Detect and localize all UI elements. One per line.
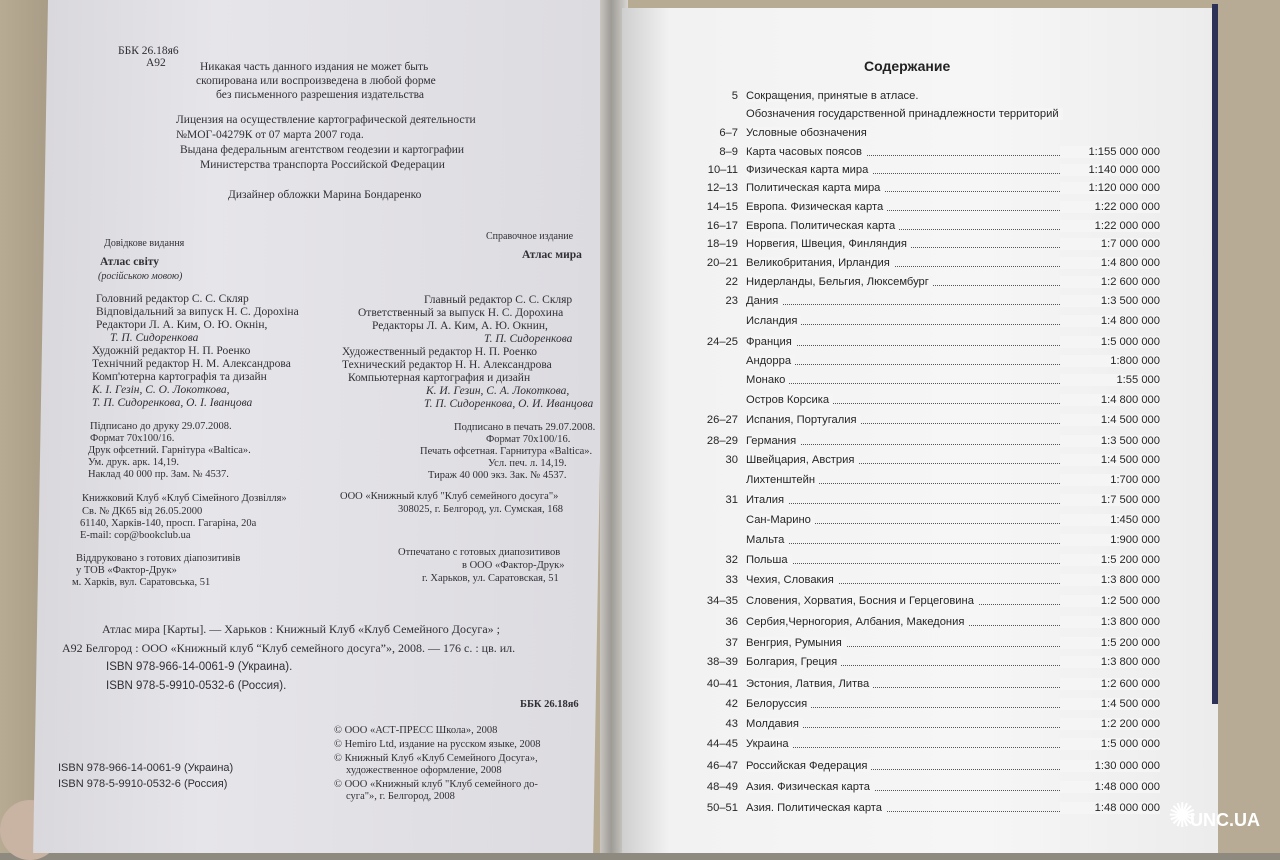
- ru-printed: в ООО «Фактор-Друк»: [462, 560, 565, 571]
- toc-map-scale: 1:3 800 000: [1060, 574, 1160, 586]
- toc-map-scale: 1:48 000 000: [1060, 781, 1160, 793]
- toc-map-scale: 1:30 000 000: [1060, 760, 1160, 772]
- ru-credit: Главный редактор С. С. Скляр: [424, 294, 573, 306]
- toc-entry-title: Российская Федерация: [746, 760, 871, 772]
- toc-leader-dots: [746, 304, 1070, 305]
- copyright-line: суга"», г. Белгород, 2008: [346, 791, 455, 802]
- toc-page-number: 38–39: [706, 656, 738, 668]
- code-top: А92: [146, 57, 166, 69]
- toc-page-number: 8–9: [719, 146, 738, 158]
- toc-row: [680, 201, 1160, 217]
- ru-kind: Справочное издание: [486, 231, 574, 242]
- ua-printed: у ТОВ «Фактор-Друк»: [76, 565, 177, 576]
- toc-entry-title: Нидерланды, Бельгия, Люксембург: [746, 276, 933, 288]
- ua-print: Підписано до друку 29.07.2008.: [90, 421, 232, 432]
- toc-entry-title: Азия. Политическая карта: [746, 802, 886, 814]
- license-line: №МОГ-04279К от 07 марта 2007 года.: [176, 129, 364, 141]
- toc-entry-title: Карта часовых поясов: [746, 146, 866, 158]
- toc-row: [680, 220, 1160, 236]
- copyright-line: © ООО «Книжный клуб "Клуб семейного до-: [334, 779, 538, 790]
- toc-row: [680, 355, 1160, 371]
- toc-map-scale: 1:5 000 000: [1060, 336, 1160, 348]
- toc-row: [680, 514, 1160, 530]
- toc-map-scale: 1:55 000: [1060, 374, 1160, 386]
- toc-entry-title: Эстония, Латвия, Литва: [746, 678, 873, 690]
- toc-map-scale: 1:140 000 000: [1060, 164, 1160, 176]
- ua-credit: Головний редактор С. С. Скляр: [96, 293, 249, 305]
- license-line: Выдана федеральным агентством геодезии и картографии: [180, 144, 465, 156]
- ru-credit: Ответственный за выпуск Н. С. Дорохина: [358, 307, 564, 319]
- biblio-line: Атлас мира [Карты]. — Харьков : Книжный Клуб «Клуб Семейного Досуга» ;: [102, 622, 501, 636]
- toc-page-number: 34–35: [706, 595, 738, 607]
- toc-map-scale: 1:2 200 000: [1060, 718, 1160, 730]
- ua-printed: м. Харків, вул. Саратовська, 51: [72, 577, 211, 588]
- toc-entry-title: Словения, Хорватия, Босния и Герцеговина: [746, 595, 978, 607]
- copyright-line: © Hemiro Ltd, издание на русском языке, 2008: [334, 739, 541, 750]
- ua-credit: Т. П. Сидоренкова: [110, 332, 199, 344]
- toc-entry-title: Норвегия, Швеция, Финляндия: [746, 238, 911, 250]
- toc-map-scale: 1:3 800 000: [1060, 656, 1160, 668]
- ru-publisher: 308025, г. Белгород, ул. Сумская, 168: [398, 504, 564, 515]
- ru-print: Печать офсетная. Гарнитура «Baltica».: [420, 446, 593, 457]
- toc-entry-title: Сербия,Черногория, Албания, Македония: [746, 616, 968, 628]
- toc-row: [680, 760, 1160, 776]
- sun-icon: ✺: [1168, 797, 1197, 835]
- toc-page-number: 40–41: [706, 678, 738, 690]
- ua-lang: (російською мовою): [98, 271, 183, 282]
- ua-credit: Комп'ютерна картографія та дизайн: [92, 371, 267, 383]
- ua-print: Друк офсетний. Гарнітура «Baltica».: [88, 445, 251, 456]
- toc-entry-title: Физическая карта мира: [746, 164, 872, 176]
- toc-entry-title: Обозначения государственной принадлежности территорий: [746, 108, 1063, 120]
- toc-entry-title: Болгария, Греция: [746, 656, 841, 668]
- toc-page-number: 42: [725, 698, 738, 710]
- toc-page-number: 30: [725, 454, 738, 466]
- ru-credit: Т. П. Сидоренкова, О. И. Иванцова: [424, 398, 594, 410]
- toc-entry-title: Польша: [746, 554, 792, 566]
- toc-row: [680, 616, 1160, 632]
- toc-page-number: 18–19: [706, 238, 738, 250]
- toc-entry-title: Лихтенштейн: [746, 474, 819, 486]
- copyright-line: © Книжный Клуб «Клуб Семейного Досуга»,: [334, 753, 538, 764]
- toc-leader-dots: [746, 563, 1070, 564]
- license-line: Лицензия на осуществление картографической деятельности: [176, 114, 476, 126]
- ru-print: Усл. печ. л. 14,19.: [488, 458, 567, 469]
- ua-kind: Довідкове видання: [104, 238, 185, 249]
- toc-entry-title: Великобритания, Ирландия: [746, 257, 894, 269]
- toc-entry-title: Политическая карта мира: [746, 182, 884, 194]
- toc-map-scale: 1:22 000 000: [1060, 201, 1160, 213]
- toc-row: [680, 164, 1160, 180]
- toc-row: [680, 454, 1160, 470]
- toc-map-scale: 1:2 500 000: [1060, 595, 1160, 607]
- toc-entry-title: Испания, Португалия: [746, 414, 861, 426]
- ua-publisher: Св. № ДК65 від 26.05.2000: [82, 506, 203, 517]
- ru-print: Тираж 40 000 экз. Зак. № 4537.: [428, 470, 567, 481]
- toc-row: [680, 127, 1160, 143]
- toc-map-scale: 1:900 000: [1060, 534, 1160, 546]
- bbk-top: ББК 26.18я6: [118, 45, 179, 57]
- biblio-line: А92 Белгород : ООО «Книжный клуб “Клуб семейного досуга”», 2008. — 176 с. : цв. ил.: [62, 641, 516, 655]
- toc-page-number: 28–29: [706, 435, 738, 447]
- toc-entry-title: Европа. Политическая карта: [746, 220, 899, 232]
- toc-entry-title: Франция: [746, 336, 796, 348]
- toc-row: [680, 698, 1160, 714]
- toc-page-number: 36: [725, 616, 738, 628]
- toc-map-scale: 1:3 500 000: [1060, 435, 1160, 447]
- ua-credit: Редактори Л. А. Ким, О. Ю. Окнін,: [96, 319, 268, 331]
- toc-map-scale: 1:800 000: [1060, 355, 1160, 367]
- toc-row: [680, 90, 1160, 106]
- toc-map-scale: 1:2 600 000: [1060, 678, 1160, 690]
- ru-printed: г. Харьков, ул. Саратовская, 51: [422, 573, 559, 584]
- toc-row: [680, 781, 1160, 797]
- toc-page-number: 12–13: [706, 182, 738, 194]
- toc-map-scale: 1:22 000 000: [1060, 220, 1160, 232]
- toc-entry-title: Мальта: [746, 534, 788, 546]
- toc-page-number: 14–15: [706, 201, 738, 213]
- ua-printed: Віддруковано з готових діапозитивів: [76, 553, 241, 564]
- ua-credit: К. І. Гезін, С. О. Локоткова,: [92, 384, 230, 396]
- toc-row: [680, 238, 1160, 254]
- toc-page-number: 16–17: [706, 220, 738, 232]
- ua-title: Атлас світу: [100, 256, 160, 268]
- toc-row: [680, 802, 1160, 818]
- toc-map-scale: 1:4 500 000: [1060, 454, 1160, 466]
- toc-row: [680, 336, 1160, 352]
- toc-map-scale: 1:4 500 000: [1060, 698, 1160, 710]
- toc-entry-title: Молдавия: [746, 718, 803, 730]
- toc-page-number: 23: [725, 295, 738, 307]
- toc-row: [680, 374, 1160, 390]
- ua-credit: Т. П. Сидоренкова, О. І. Іванцова: [92, 397, 253, 409]
- toc-leader-dots: [746, 543, 1070, 544]
- toc-row: [680, 414, 1160, 430]
- bbk-bottom: ББК 26.18я6: [520, 699, 579, 710]
- toc-entry-title: Исландия: [746, 315, 801, 327]
- copyright-line: © ООО «АСТ-ПРЕСС Школа», 2008: [334, 725, 498, 736]
- toc-row: [680, 146, 1160, 162]
- toc-map-scale: 1:48 000 000: [1060, 802, 1160, 814]
- toc-row: [680, 257, 1160, 273]
- toc-entry-title: Азия. Физическая карта: [746, 781, 874, 793]
- toc-map-scale: 1:5 200 000: [1060, 637, 1160, 649]
- toc-entry-title: Германия: [746, 435, 800, 447]
- ua-publisher: 61140, Харків-140, просп. Гагаріна, 20а: [80, 518, 257, 529]
- toc-map-scale: 1:3 800 000: [1060, 616, 1160, 628]
- toc-row: [680, 718, 1160, 734]
- toc-row: [680, 182, 1160, 198]
- ru-credit: Технический редактор Н. Н. Александрова: [342, 359, 552, 371]
- toc-map-scale: 1:120 000 000: [1060, 182, 1160, 194]
- toc-row: [680, 554, 1160, 570]
- ua-print: Формат 70х100/16.: [90, 433, 175, 444]
- toc-map-scale: 1:155 000 000: [1060, 146, 1160, 158]
- toc-row: [680, 394, 1160, 410]
- ua-print: Ум. друк. арк. 14,19.: [88, 457, 179, 468]
- toc-page-number: 43: [725, 718, 738, 730]
- toc-entry-title: Европа. Физическая карта: [746, 201, 887, 213]
- toc-row: [680, 595, 1160, 611]
- ua-publisher: Книжковий Клуб «Клуб Сімейного Дозвілля»: [82, 493, 287, 504]
- toc-leader-dots: [746, 383, 1070, 384]
- ua-credit: Технічний редактор Н. М. Александрова: [92, 358, 291, 370]
- toc-entry-title: Условные обозначения: [746, 127, 871, 139]
- license-line: Министерства транспорта Российской Федерации: [200, 159, 445, 171]
- toc-row: [680, 435, 1160, 451]
- toc-row: [680, 574, 1160, 590]
- notice-line: Никакая часть данного издания не может быть: [200, 61, 429, 73]
- toc-row: [680, 474, 1160, 490]
- copyright-line: художественное оформление, 2008: [346, 765, 502, 776]
- toc-page-number: 46–47: [706, 760, 738, 772]
- ru-print: Подписано в печать 29.07.2008.: [454, 422, 596, 433]
- toc-map-scale: 1:5 200 000: [1060, 554, 1160, 566]
- watermark-text: UNC.UA: [1190, 810, 1260, 830]
- ua-credit: Художній редактор Н. П. Роенко: [92, 345, 251, 357]
- toc-page-number: 6–7: [719, 127, 738, 139]
- toc-row: [680, 656, 1160, 672]
- toc-map-scale: 1:4 500 000: [1060, 414, 1160, 426]
- toc-entry-title: Италия: [746, 494, 788, 506]
- toc-map-scale: 1:7 500 000: [1060, 494, 1160, 506]
- toc-row: [680, 276, 1160, 292]
- toc-map-scale: 1:700 000: [1060, 474, 1160, 486]
- toc-entry-title: Сокращения, принятые в атласе.: [746, 90, 922, 102]
- ru-print: Формат 70х100/16.: [486, 434, 571, 445]
- biblio-isbn: ISBN 978-5-9910-0532-6 (Россия).: [106, 680, 287, 692]
- toc-page-number: 26–27: [706, 414, 738, 426]
- ru-publisher: ООО «Книжный клуб "Клуб семейного досуга"»: [340, 491, 559, 502]
- ru-printed: Отпечатано с готовых диапозитивов: [398, 547, 561, 558]
- toc-map-scale: 1:4 800 000: [1060, 394, 1160, 406]
- ua-publisher: E-mail: cop@bookclub.ua: [80, 530, 191, 541]
- toc-row: [680, 315, 1160, 331]
- toc-page-number: 50–51: [706, 802, 738, 814]
- toc-map-scale: 1:450 000: [1060, 514, 1160, 526]
- toc-map-scale: 1:4 800 000: [1060, 257, 1160, 269]
- toc-page-number: 37: [725, 637, 738, 649]
- toc-page-number: 32: [725, 554, 738, 566]
- toc-leader-dots: [746, 747, 1070, 748]
- toc-row: [680, 295, 1160, 311]
- toc-map-scale: 1:4 800 000: [1060, 315, 1160, 327]
- toc-page-number: 31: [725, 494, 738, 506]
- toc-entry-title: Сан-Марино: [746, 514, 815, 526]
- toc-row: [680, 678, 1160, 694]
- toc-map-scale: 1:2 600 000: [1060, 276, 1160, 288]
- isbn-line: ISBN 978-5-9910-0532-6 (Россия): [58, 778, 228, 790]
- toc-page-number: 20–21: [706, 257, 738, 269]
- toc-entry-title: Белоруссия: [746, 698, 811, 710]
- toc-map-scale: 1:5 000 000: [1060, 738, 1160, 750]
- notice-line: скопирована или воспроизведена в любой форме: [196, 75, 436, 87]
- toc-row: [680, 534, 1160, 550]
- toc-entry-title: Остров Корсика: [746, 394, 833, 406]
- notice-line: без письменного разрешения издательства: [216, 89, 424, 101]
- toc-page-number: 22: [725, 276, 738, 288]
- ua-print: Наклад 40 000 пр. Зам. № 4537.: [88, 469, 229, 480]
- toc-map-scale: 1:7 000 000: [1060, 238, 1160, 250]
- toc-entry-title: Швейцария, Австрия: [746, 454, 858, 466]
- toc-entry-title: Монако: [746, 374, 789, 386]
- toc-entry-title: Чехия, Словакия: [746, 574, 838, 586]
- ru-credit: Компьютерная картография и дизайн: [348, 372, 531, 384]
- isbn-line: ISBN 978-966-14-0061-9 (Украина): [58, 762, 234, 774]
- cover-designer: Дизайнер обложки Марина Бондаренко: [228, 189, 422, 201]
- ru-credit: К. И. Гезин, С. А. Локоткова,: [426, 385, 570, 397]
- toc-map-scale: 1:3 500 000: [1060, 295, 1160, 307]
- toc-title: Содержание: [864, 58, 951, 74]
- ru-credit: Художественный редактор Н. П. Роенко: [342, 346, 537, 358]
- ru-title: Атлас мира: [522, 249, 582, 261]
- toc-row: [680, 108, 1160, 124]
- toc-page-number: 24–25: [706, 336, 738, 348]
- watermark: [1168, 796, 1272, 844]
- toc-leader-dots: [746, 503, 1070, 504]
- ru-credit: Т. П. Сидоренкова: [484, 333, 573, 345]
- toc-page-number: 10–11: [707, 164, 738, 176]
- toc-row: [680, 637, 1160, 653]
- toc-page-number: 48–49: [706, 781, 738, 793]
- ua-credit: Відповідальний за випуск Н. С. Дорохіна: [96, 306, 299, 318]
- toc-page-number: 5: [731, 90, 738, 102]
- biblio-isbn: ISBN 978-966-14-0061-9 (Украина).: [106, 661, 293, 673]
- toc-row: [680, 494, 1160, 510]
- table-right: [1218, 0, 1280, 853]
- toc-entry-title: Венгрия, Румыния: [746, 637, 846, 649]
- toc-entry-title: Украина: [746, 738, 793, 750]
- toc-page-number: 44–45: [706, 738, 738, 750]
- toc-entry-title: Андорра: [746, 355, 795, 367]
- ru-credit: Редакторы Л. А. Ким, А. Ю. Окнин,: [372, 320, 548, 332]
- toc-page-number: 33: [725, 574, 738, 586]
- toc-row: [680, 738, 1160, 754]
- toc-entry-title: Дания: [746, 295, 782, 307]
